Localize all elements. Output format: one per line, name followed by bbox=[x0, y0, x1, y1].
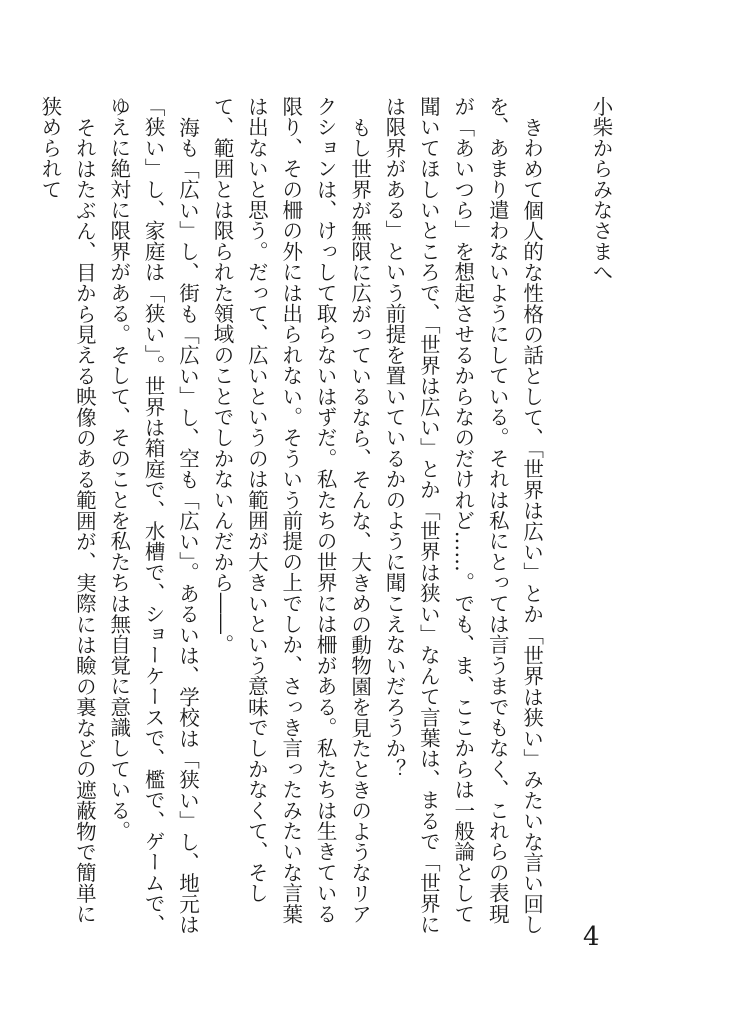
page-number: 4 bbox=[583, 922, 600, 952]
paragraph-1: きわめて個人的な性格の話として、「世界は広い」とか「世界は狭い」みたいな言い回しを、あまり遣わないようにしている。それは私にとっては言うまでもなく、これらの表現が「あいつら」を想起させるからなのだけれど……。でも、ま、ここからは一般論として聞いてほしいところで、「世界は広い」とか「世界は狭い」なんて言葉は、まるで「世界には限界がある」という前提を置いているかのように聞こえないだろうか？ bbox=[381, 96, 544, 935]
paragraph-2: もし世界が無限に広がっているなら、そんな、大きめの動物園を見たときのようなリアクションは、けっして取らないはずだ。私たちの世界には柵がある。私たちは生きている限り、その柵の外には出られない。そういう前提の上でしか、さっき言ったみたいな言葉は出ないと思う。だって、広いというのは範囲が大きいという意味でしかなくて、そして、範囲とは限られた領域のことでしかないんだから――。 bbox=[209, 96, 372, 924]
chapter-title: 小柴からみなさまへ bbox=[589, 96, 613, 283]
paragraph-4: それはたぶん、目から見える映像のある範囲が、実際には瞼の裏などの遮蔽物で簡単に狭められて bbox=[37, 96, 97, 924]
paragraph-3: 海も「広い」し、街も「広い」し、空も「広い」。あるいは、学校は「狭い」し、地元は「狭い」し、家庭は「狭い」。世界は箱庭で、水槽で、ショーケースで、檻で、ゲームで、ゆえに絶対に限界がある。そして、そのことを私たちは無自覚に意識している。 bbox=[106, 96, 200, 935]
vertical-text-body bbox=[33, 96, 619, 936]
